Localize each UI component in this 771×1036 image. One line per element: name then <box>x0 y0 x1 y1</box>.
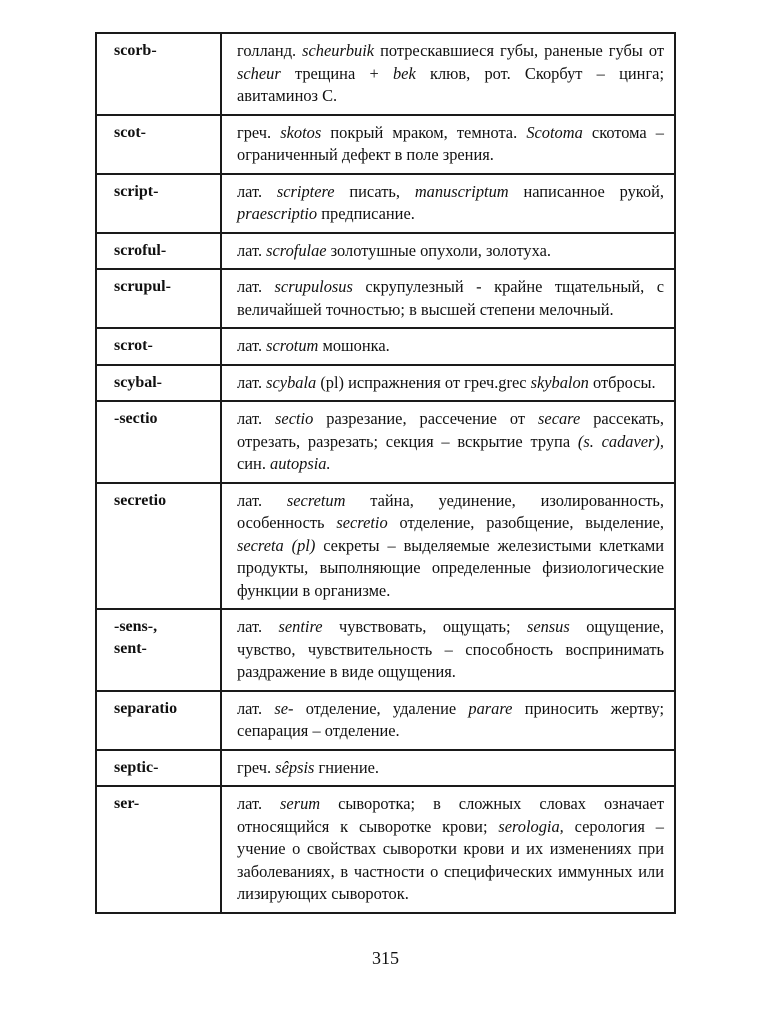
definition-text: разрезание, рассечение от <box>313 409 539 428</box>
definition-text: сыворотка; в сложных словах означает относящийся к сыворотке крови; <box>237 794 664 836</box>
definition-text: лат. <box>237 336 267 355</box>
definition-text: лат. <box>237 698 275 718</box>
definition-italic-term: sensus <box>526 617 570 636</box>
entry-definition <box>221 483 675 610</box>
definition-italic-term: sentire <box>278 617 323 636</box>
definition-italic-term: parare <box>468 698 513 718</box>
definition-text: мошонка. <box>318 336 390 355</box>
definition-text: приносить жертву; сепарация – отделение. <box>237 698 665 740</box>
definition-text: голланд. <box>237 41 303 60</box>
entry-definition <box>221 328 675 365</box>
definition-italic-term: se- <box>274 698 294 718</box>
definition-italic-term: scriptere <box>276 181 335 201</box>
entry-definition <box>221 33 675 115</box>
entry-term: -sectio <box>96 401 221 483</box>
definition-text: лат. <box>237 240 267 260</box>
table-row <box>96 750 675 787</box>
definition-italic-term: skotos <box>280 122 322 142</box>
table-row <box>96 401 675 483</box>
entry-definition <box>221 750 675 787</box>
dictionary-table <box>95 32 676 914</box>
table-row <box>96 33 675 115</box>
definition-text: скрупулезный - крайне тщательный, с величайшей точностью; в высшей степени мелочный. <box>237 277 664 319</box>
definition-italic-term: serum <box>280 794 321 813</box>
definition-text: гниение. <box>314 757 379 777</box>
definition-text: лат. <box>237 181 277 201</box>
definition-text: отделение, разобщение, выделение, <box>387 513 664 532</box>
entry-term: separatio <box>96 691 221 750</box>
definition-italic-term: scybala <box>266 372 317 392</box>
definition-text: трещина + <box>280 63 393 83</box>
entry-term: secretio <box>96 483 221 610</box>
table-row <box>96 483 675 610</box>
entry-definition <box>221 609 675 691</box>
definition-italic-term: scrofulae <box>266 240 327 260</box>
definition-text: ощущение, чувство, чувствительность – способность воспринимать раздражение в виде ощущения. <box>237 617 665 681</box>
table-row <box>96 328 675 365</box>
definition-text: лат. <box>237 372 267 392</box>
entry-term: septic- <box>96 750 221 787</box>
entry-definition <box>221 786 675 913</box>
definition-text: отбросы. <box>588 372 656 392</box>
definition-italic-term: scheur <box>237 63 281 83</box>
entry-definition <box>221 691 675 750</box>
definition-italic-term: praescriptio <box>237 204 318 223</box>
definition-italic-term: scheurbuik <box>302 41 375 60</box>
definition-text: серология – учение о свойствах сыворотки крови и их изменениях при заболеваниях, в частности о специфических иммунных или лизирующих сывороток. <box>237 816 664 903</box>
definition-italic-term: bek <box>392 63 416 83</box>
definition-italic-term: serologia, <box>498 816 564 836</box>
definition-text: лат. <box>237 277 275 296</box>
definition-text: (pl) испражнения от греч.grec <box>316 372 531 392</box>
entry-term: scybal- <box>96 365 221 402</box>
table-row <box>96 269 675 328</box>
entry-definition <box>221 365 675 402</box>
entry-term: ser- <box>96 786 221 913</box>
entry-term: scrot- <box>96 328 221 365</box>
definition-text: лат. <box>237 490 287 510</box>
definition-text: рассекать, отрезать, разрезать; секция – вскрытие трупа <box>237 409 664 451</box>
entry-term: scroful- <box>96 233 221 270</box>
definition-italic-term: manuscriptum <box>414 181 509 201</box>
table-row <box>96 115 675 174</box>
entry-definition <box>221 233 675 270</box>
definition-text: лат. <box>237 617 279 636</box>
definition-italic-term: skybalon <box>530 372 589 392</box>
definition-text: секреты – выделяемые железистыми клетками продукты, выполняющие определенные физиологические функции в организме. <box>237 535 664 600</box>
definition-text: скотома – ограниченный дефект в поле зрения. <box>237 122 664 164</box>
definition-text: предписание. <box>317 204 415 223</box>
definition-italic-term: scrotum <box>266 336 319 355</box>
table-row <box>96 365 675 402</box>
definition-text: греч. <box>237 757 276 777</box>
definition-text: лат. <box>237 409 276 428</box>
definition-text: клюв, рот. Скорбут – цинга; авитаминоз С. <box>237 63 664 105</box>
entry-term: script- <box>96 174 221 233</box>
entry-definition <box>221 401 675 483</box>
entry-definition <box>221 174 675 233</box>
entry-definition <box>221 269 675 328</box>
definition-text: потрескавшиеся губы, раненые губы от <box>374 41 664 60</box>
definition-italic-term: Scotoma <box>526 122 583 142</box>
dictionary-page <box>95 32 676 914</box>
definition-text: греч. <box>237 122 281 142</box>
entry-term: scorb- <box>96 33 221 115</box>
table-row <box>96 609 675 691</box>
entry-term: scot- <box>96 115 221 174</box>
definition-text: син. <box>237 454 271 473</box>
table-row <box>96 786 675 913</box>
definition-text: писать, <box>334 181 415 201</box>
definition-italic-term: sectio <box>275 409 314 428</box>
entry-definition <box>221 115 675 174</box>
entry-term: -sens-, sent- <box>96 609 221 691</box>
definition-italic-term: secretio <box>336 513 388 532</box>
definition-text: чувствовать, ощущать; <box>322 617 527 636</box>
table-row <box>96 233 675 270</box>
table-row <box>96 174 675 233</box>
definition-text: золотушные опухоли, золотуха. <box>326 240 551 260</box>
entry-term: scrupul- <box>96 269 221 328</box>
definition-italic-term: secare <box>538 409 581 428</box>
table-row <box>96 691 675 750</box>
definition-text: лат. <box>237 794 281 813</box>
definition-italic-term: sêpsis <box>275 757 315 777</box>
definition-text: написанное рукой, <box>508 181 664 201</box>
definition-text: тайна, уединение, изолированность, особенность <box>237 490 665 532</box>
definition-text: отделение, удаление <box>293 698 469 718</box>
dictionary-body <box>96 33 675 913</box>
definition-italic-term: scrupulosus <box>274 277 353 296</box>
definition-italic-term: autopsia. <box>270 454 331 473</box>
definition-italic-term: (s. cadaver), <box>577 431 664 451</box>
definition-italic-term: secretum <box>286 490 346 510</box>
definition-italic-term: secreta (pl) <box>237 535 316 555</box>
page-number: 315 <box>372 948 399 968</box>
definition-text: покрый мраком, темнота. <box>321 122 527 142</box>
